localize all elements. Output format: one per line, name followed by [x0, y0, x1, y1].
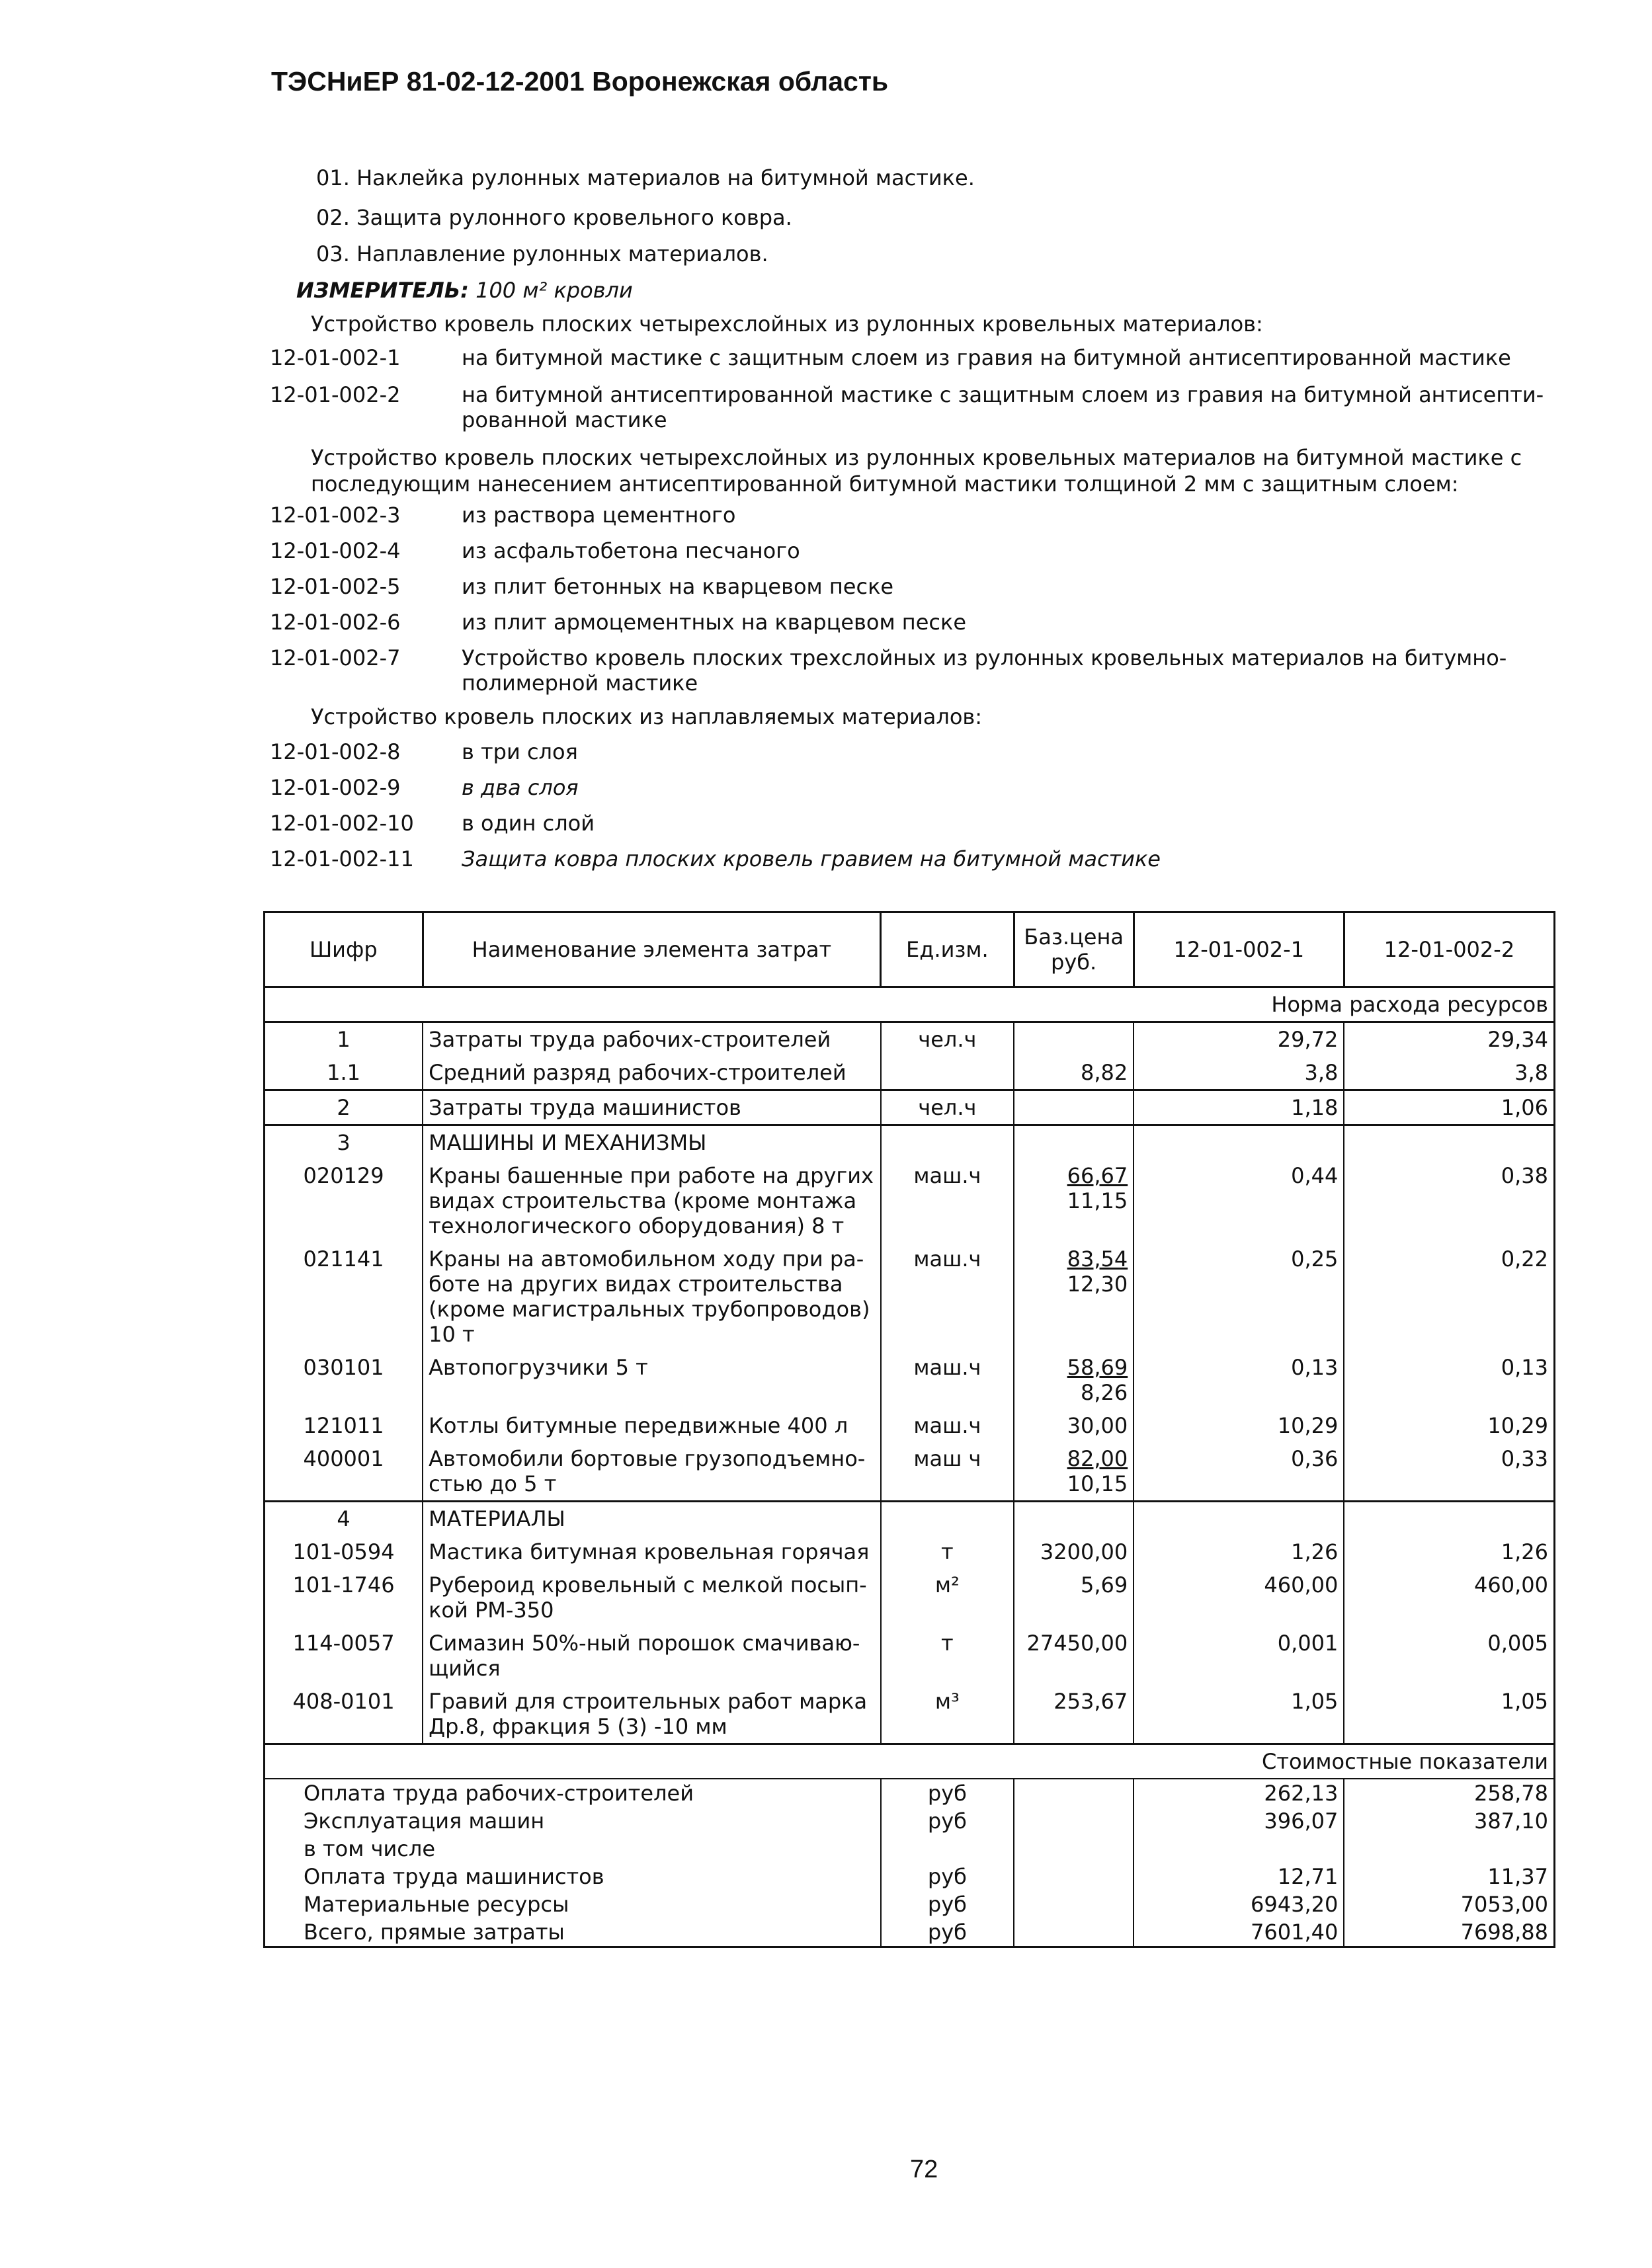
- cell-value-1: 460,00: [1134, 1568, 1344, 1627]
- section-title: МАШИНЫ И МЕХАНИЗМЫ: [423, 1125, 881, 1160]
- blank-cell: [265, 987, 1134, 1022]
- cell-unit: маш.ч: [881, 1409, 1014, 1442]
- cell-value-1: 1,26: [1134, 1535, 1344, 1568]
- rate-description: на битумной мастике с защитным слоем из гравия на битумной антисептированной мастике: [462, 345, 1511, 370]
- blank-cell: [1014, 1779, 1134, 1807]
- blank-cell: [265, 1744, 1134, 1779]
- cost-name: Оплата труда рабочих-строителей: [265, 1779, 881, 1807]
- cell-unit: маш ч: [881, 1442, 1014, 1502]
- rate-code: 12-01-002-7: [270, 645, 401, 670]
- cell-code: 020129: [265, 1159, 423, 1242]
- section-code: 4: [265, 1502, 423, 1536]
- cost-value-2: 387,10: [1344, 1807, 1554, 1835]
- cost-value-1: [1134, 1835, 1344, 1863]
- group-intro: Устройство кровель плоских четырехслойных из рулонных кровельных материалов:: [311, 311, 1263, 337]
- cell-code: 101-1746: [265, 1568, 423, 1627]
- cost-value-2: [1344, 1835, 1554, 1863]
- cost-label-row: [265, 1744, 1555, 1779]
- price-wage: 12,30: [1067, 1272, 1128, 1297]
- cost-value-1: 6943,20: [1134, 1890, 1344, 1918]
- cell-unit: м³: [881, 1685, 1014, 1744]
- cell-value-1: 0,001: [1134, 1627, 1344, 1685]
- cell-value-2: 0,13: [1344, 1351, 1554, 1409]
- cell-value-2: 0,22: [1344, 1242, 1554, 1351]
- rate-description: из раствора цементного: [462, 503, 736, 528]
- rate-code: 12-01-002-11: [270, 846, 414, 871]
- table-row: [265, 1685, 1555, 1744]
- cell-code: 114-0057: [265, 1627, 423, 1685]
- cell-name: Автопогрузчики 5 т: [423, 1351, 881, 1409]
- group-intro: Устройство кровель плоских из наплавляемых материалов:: [311, 704, 983, 729]
- cost-name: Всего, прямые затраты: [265, 1918, 881, 1947]
- price-wage: 10,15: [1067, 1471, 1128, 1496]
- cell-code: 030101: [265, 1351, 423, 1409]
- cell-value-2: 10,29: [1344, 1409, 1554, 1442]
- cell-price: 27450,00: [1014, 1627, 1134, 1685]
- table-header-row: [265, 912, 1555, 987]
- cell-name: Краны башенные при работе на других видах строительства (кроме монтажа технологического оборудования) 8 т: [423, 1159, 881, 1242]
- header-name: Наименование элемента затрат: [423, 912, 881, 987]
- rate-description: из плит бетонных на кварцевом песке: [462, 574, 894, 599]
- norm-label: Норма расхода ресурсов: [1134, 987, 1554, 1022]
- cell-value-2: 0,005: [1344, 1627, 1554, 1685]
- header-col2: 12-01-002-2: [1344, 912, 1554, 987]
- cell-price: [1014, 1242, 1134, 1351]
- cell-code: 1: [265, 1022, 423, 1057]
- cost-value-2: 7053,00: [1344, 1890, 1554, 1918]
- table-row: [265, 1056, 1555, 1090]
- cell-name: Автомобили бортовые грузоподъемно-стью до 5 т: [423, 1442, 881, 1502]
- page-number: 72: [910, 2156, 938, 2183]
- cell-unit: [881, 1056, 1014, 1090]
- cell-value-1: 0,13: [1134, 1351, 1344, 1409]
- cost-value-1: 12,71: [1134, 1863, 1344, 1890]
- price-wage: 11,15: [1067, 1188, 1128, 1213]
- cost-value-2: 7698,88: [1344, 1918, 1554, 1947]
- cell-code: 121011: [265, 1409, 423, 1442]
- blank-cell: [1014, 1835, 1134, 1863]
- cost-name: в том числе: [265, 1835, 881, 1863]
- section-code: 3: [265, 1125, 423, 1160]
- cell-name: Котлы битумные передвижные 400 л: [423, 1409, 881, 1442]
- cost-name: Оплата труда машинистов: [265, 1863, 881, 1890]
- cell-value-2: 1,06: [1344, 1090, 1554, 1125]
- table-row: [265, 1242, 1555, 1351]
- norm-label-row: [265, 987, 1555, 1022]
- cell-unit: т: [881, 1535, 1014, 1568]
- section-row: [265, 1502, 1555, 1536]
- rate-description: из плит армоцементных на кварцевом песке: [462, 610, 967, 635]
- work-item: 02. Защита рулонного кровельного ковра.: [316, 205, 792, 230]
- rate-code: 12-01-002-2: [270, 382, 401, 407]
- cost-unit: руб: [881, 1918, 1014, 1947]
- table-row: [265, 1090, 1555, 1125]
- cell-value-2: 29,34: [1344, 1022, 1554, 1057]
- cell-name: Затраты труда рабочих-строителей: [423, 1022, 881, 1057]
- cell-unit: маш.ч: [881, 1242, 1014, 1351]
- cell-code: 021141: [265, 1242, 423, 1351]
- work-item: 01. Наклейка рулонных материалов на битумной мастике.: [316, 165, 975, 190]
- table-row: [265, 1535, 1555, 1568]
- work-item: 03. Наплавление рулонных материалов.: [316, 241, 768, 266]
- cost-unit: [881, 1835, 1014, 1863]
- cell-price: 5,69: [1014, 1568, 1134, 1627]
- rate-code: 12-01-002-9: [270, 775, 401, 800]
- rate-description: Защита ковра плоских кровель гравием на битумной мастике: [462, 846, 1161, 871]
- price-total: 83,54: [1067, 1246, 1128, 1272]
- price-total: 30,00: [1067, 1413, 1128, 1438]
- rate-code: 12-01-002-1: [270, 345, 401, 370]
- cell-unit: т: [881, 1627, 1014, 1685]
- rate-code: 12-01-002-10: [270, 811, 414, 836]
- cell-value-2: 0,38: [1344, 1159, 1554, 1242]
- cell-price: [1014, 1159, 1134, 1242]
- cell-value-2: 3,8: [1344, 1056, 1554, 1090]
- cell-value-1: 1,18: [1134, 1090, 1344, 1125]
- cost-row: [265, 1779, 1555, 1807]
- cost-label: Стоимостные показатели: [1134, 1744, 1554, 1779]
- header-col1: 12-01-002-1: [1134, 912, 1344, 987]
- cost-row: [265, 1835, 1555, 1863]
- cell-code: 2: [265, 1090, 423, 1125]
- measure-label: ИЗМЕРИТЕЛЬ:: [296, 278, 469, 303]
- cell-name: Затраты труда машинистов: [423, 1090, 881, 1125]
- cell-name: Рубероид кровельный с мелкой посып-кой РМ-350: [423, 1568, 881, 1627]
- cell-price: [1014, 1090, 1134, 1125]
- cell-value-1: 1,05: [1134, 1685, 1344, 1744]
- header-price: Баз.цена руб.: [1014, 912, 1134, 987]
- rate-description: на битумной антисептированной мастике с защитным слоем из гравия на битумной антисепти-рованной мастике: [462, 382, 1544, 432]
- cell-value-2: 460,00: [1344, 1568, 1554, 1627]
- cell-code: 408-0101: [265, 1685, 423, 1744]
- cost-name: Материальные ресурсы: [265, 1890, 881, 1918]
- price-total: 82,00: [1067, 1446, 1128, 1471]
- measure-value: 100 м² кровли: [475, 278, 633, 303]
- cost-unit: руб: [881, 1863, 1014, 1890]
- cell-name: Средний разряд рабочих-строителей: [423, 1056, 881, 1090]
- rate-description: в два слоя: [462, 775, 579, 800]
- cost-name: Эксплуатация машин: [265, 1807, 881, 1835]
- cell-value-1: 0,25: [1134, 1242, 1344, 1351]
- group-intro: Устройство кровель плоских четырехслойных из рулонных кровельных материалов на битумной мастике с последующим нанесением антисептированной битумной мастики толщиной 2 мм с защитным слоем:: [311, 445, 1522, 497]
- rate-code: 12-01-002-5: [270, 574, 401, 599]
- cell-price: [1014, 1022, 1134, 1057]
- cost-unit: руб: [881, 1890, 1014, 1918]
- cell-price: 3200,00: [1014, 1535, 1134, 1568]
- rate-description: Устройство кровель плоских трехслойных из рулонных кровельных материалов на битумно-полимерной мастике: [462, 645, 1507, 696]
- blank-cell: [1014, 1918, 1134, 1947]
- header-code: Шифр: [265, 912, 423, 987]
- header-unit: Ед.изм.: [881, 912, 1014, 987]
- cost-row: [265, 1918, 1555, 1947]
- cell-price: 8,82: [1014, 1056, 1134, 1090]
- cost-value-1: 7601,40: [1134, 1918, 1344, 1947]
- cost-row: [265, 1807, 1555, 1835]
- table-row: [265, 1351, 1555, 1409]
- table-row: [265, 1627, 1555, 1685]
- cell-value-2: 0,33: [1344, 1442, 1554, 1502]
- price-total: 58,69: [1067, 1355, 1128, 1380]
- cell-value-1: 10,29: [1134, 1409, 1344, 1442]
- measure-line: [296, 278, 633, 303]
- section-title: МАТЕРИАЛЫ: [423, 1502, 881, 1536]
- cost-unit: руб: [881, 1807, 1014, 1835]
- cell-value-1: 0,36: [1134, 1442, 1344, 1502]
- rate-description: в три слоя: [462, 739, 578, 764]
- cell-unit: маш.ч: [881, 1159, 1014, 1242]
- cell-unit: маш.ч: [881, 1351, 1014, 1409]
- cost-row: [265, 1863, 1555, 1890]
- cell-name: Мастика битумная кровельная горячая: [423, 1535, 881, 1568]
- blank-cell: [1014, 1863, 1134, 1890]
- page-title: ТЭСНиЕР 81-02-12-2001 Воронежская область: [271, 66, 889, 97]
- rate-description: из асфальтобетона песчаного: [462, 538, 800, 563]
- resource-table: [263, 911, 1555, 1948]
- cell-name: Гравий для строительных работ марка Др.8, фракция 5 (3) -10 мм: [423, 1685, 881, 1744]
- cell-code: 400001: [265, 1442, 423, 1502]
- price-total: 66,67: [1067, 1163, 1128, 1188]
- cost-value-2: 258,78: [1344, 1779, 1554, 1807]
- blank-cell: [1014, 1890, 1134, 1918]
- cell-price: 253,67: [1014, 1685, 1134, 1744]
- cell-name: Краны на автомобильном ходу при ра-боте на других видах строительства (кроме магистральных трубопроводов) 10 т: [423, 1242, 881, 1351]
- cell-unit: чел.ч: [881, 1090, 1014, 1125]
- cell-price: [1014, 1409, 1134, 1442]
- cell-value-2: 1,26: [1344, 1535, 1554, 1568]
- table-row: [265, 1409, 1555, 1442]
- cell-unit: м²: [881, 1568, 1014, 1627]
- blank-cell: [1014, 1807, 1134, 1835]
- cell-code: 101-0594: [265, 1535, 423, 1568]
- cost-row: [265, 1890, 1555, 1918]
- cell-code: 1.1: [265, 1056, 423, 1090]
- cost-value-2: 11,37: [1344, 1863, 1554, 1890]
- rate-code: 12-01-002-4: [270, 538, 401, 563]
- section-row: [265, 1125, 1555, 1160]
- table-row: [265, 1568, 1555, 1627]
- price-wage: 8,26: [1080, 1380, 1128, 1405]
- rate-code: 12-01-002-3: [270, 503, 401, 528]
- cell-value-1: 3,8: [1134, 1056, 1344, 1090]
- cell-value-1: 0,44: [1134, 1159, 1344, 1242]
- cell-price: [1014, 1442, 1134, 1502]
- table-row: [265, 1442, 1555, 1502]
- rate-description: в один слой: [462, 811, 595, 836]
- table-row: [265, 1022, 1555, 1057]
- rate-code: 12-01-002-6: [270, 610, 401, 635]
- cost-value-1: 396,07: [1134, 1807, 1344, 1835]
- cost-unit: руб: [881, 1779, 1014, 1807]
- cost-value-1: 262,13: [1134, 1779, 1344, 1807]
- cell-value-1: 29,72: [1134, 1022, 1344, 1057]
- cell-unit: чел.ч: [881, 1022, 1014, 1057]
- cell-value-2: 1,05: [1344, 1685, 1554, 1744]
- rate-code: 12-01-002-8: [270, 739, 401, 764]
- cell-price: [1014, 1351, 1134, 1409]
- cell-name: Симазин 50%-ный порошок смачиваю-щийся: [423, 1627, 881, 1685]
- table-row: [265, 1159, 1555, 1242]
